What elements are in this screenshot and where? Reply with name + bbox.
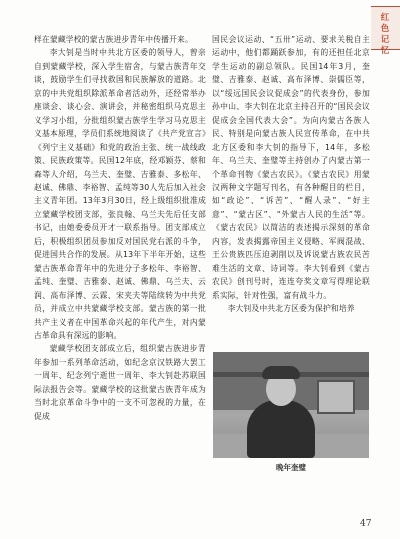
- body-paragraph: 李大钊是当时中共北方区委的领导人，曾亲自到蒙藏学校，深入学生宿舍，与蒙古族青年交谈，鼓励学生们寻找救国和民族解放的道路。北京的中共党组织除派革命者活动外，还经常举办座谈会、谈心会、演讲会，并秘密组织马克思主义学习小组，分批组织蒙古族学生学习马克思主义基本原理，学员们系统地阅读了《共产党宣言》《列宁主义基础》和党的政治主张、统一战线政策、民族政策等。民国12年底，经邓颖芬、蔡和森等人介绍，乌兰夫、奎璧、吉雅泰、多松年、赵诚、佛鼎、李裕智、孟纯等30人先后加入社会主义青年团。13年3月30日，经上级组织批准成立蒙藏学校团支部，张良翰、乌兰夫先后任支部书记，由她委委员开才一联系指导。团支部成立后，积极组织团员参加反对国民党右派的斗争，促进国共合作的发展。从13年下半年开始，这些蒙古族革命青年中的先进分子多松年、李裕智、孟纯、奎璧、吉雅泰、赵诚、佛鼎、乌兰夫、云润、高布泽博、云霖、宋夹夫等陆续转为中共党员，并成立中共蒙藏学校支部。蒙古族的第一批共产主义者在中国革命兴起的年代产生，对内蒙古革命具有深远的影响。: [34, 48, 206, 340]
- photo-person-hat: [262, 366, 300, 379]
- body-paragraph: 蒙藏学校团支部成立后，组织蒙古族进步青年参加一系列革命活动，如纪念京汉铁路大罢工一周年、纪念列宁逝世一周年、李大钊赴苏联国际法报告会等。蒙藏学校的这批蒙古族青年成为当时北京革命斗争中的一支不可忽视的力量，在促成: [34, 344, 206, 421]
- body-paragraph: 李大钊及中共北方区委为保护和培养: [227, 304, 355, 314]
- body-paragraph: 样在蒙藏学校的蒙古族进步青年中传播开来。: [34, 35, 193, 44]
- body-paragraph: 国民会议运动、“五卅”运动、要求关税自主运动中，他们都踊跃参加，有的还担任北京学生运动的副总领队。民国14年3月，奎璧、吉雅泰、赵诚、高布泽博、崇儒臣等，以“绥远国民会议促成会”的代表身份，参加孙中山、李大钊在北京主持召开的“国民会议促成会全国代表大会”。为向内蒙古各族人民、特别是向蒙古族人民宣传革命，在中共北方区委和李大钊的指导下，14年，多松年、乌兰夫、奎璧等主持创办了内蒙古第一个革命刊物《蒙古农民》。《蒙古农民》用蒙汉两种文字题写刊名，有各种醒目的栏目，如“政论”、“诉苦”、“醒人录”、“好主意”、“蒙古区”、“外蒙古人民的生活”等。《蒙古农民》以简洁的表述揭示深刻的革命内容，发表揭露帝国主义侵略、军阀混战、王公贵族匹压迫剥削以及诉说蒙古族农民苦难生活的文章、诗词等。李大钊看到《蒙古农民》创刊号时，连连夸奖文章写得理论联系实际，针对性强，富有战斗力。: [212, 35, 370, 300]
- section-tab-label: 红色记忆: [380, 13, 391, 56]
- section-tab: [371, 6, 400, 56]
- photo-person-coat: [247, 400, 315, 458]
- photo-caption: 晚年奎璧: [276, 463, 306, 472]
- page-number: 47: [360, 519, 372, 529]
- right-column: [212, 33, 370, 316]
- portrait-photo: [213, 352, 369, 458]
- left-column: [34, 33, 206, 423]
- photo-window: [317, 380, 355, 414]
